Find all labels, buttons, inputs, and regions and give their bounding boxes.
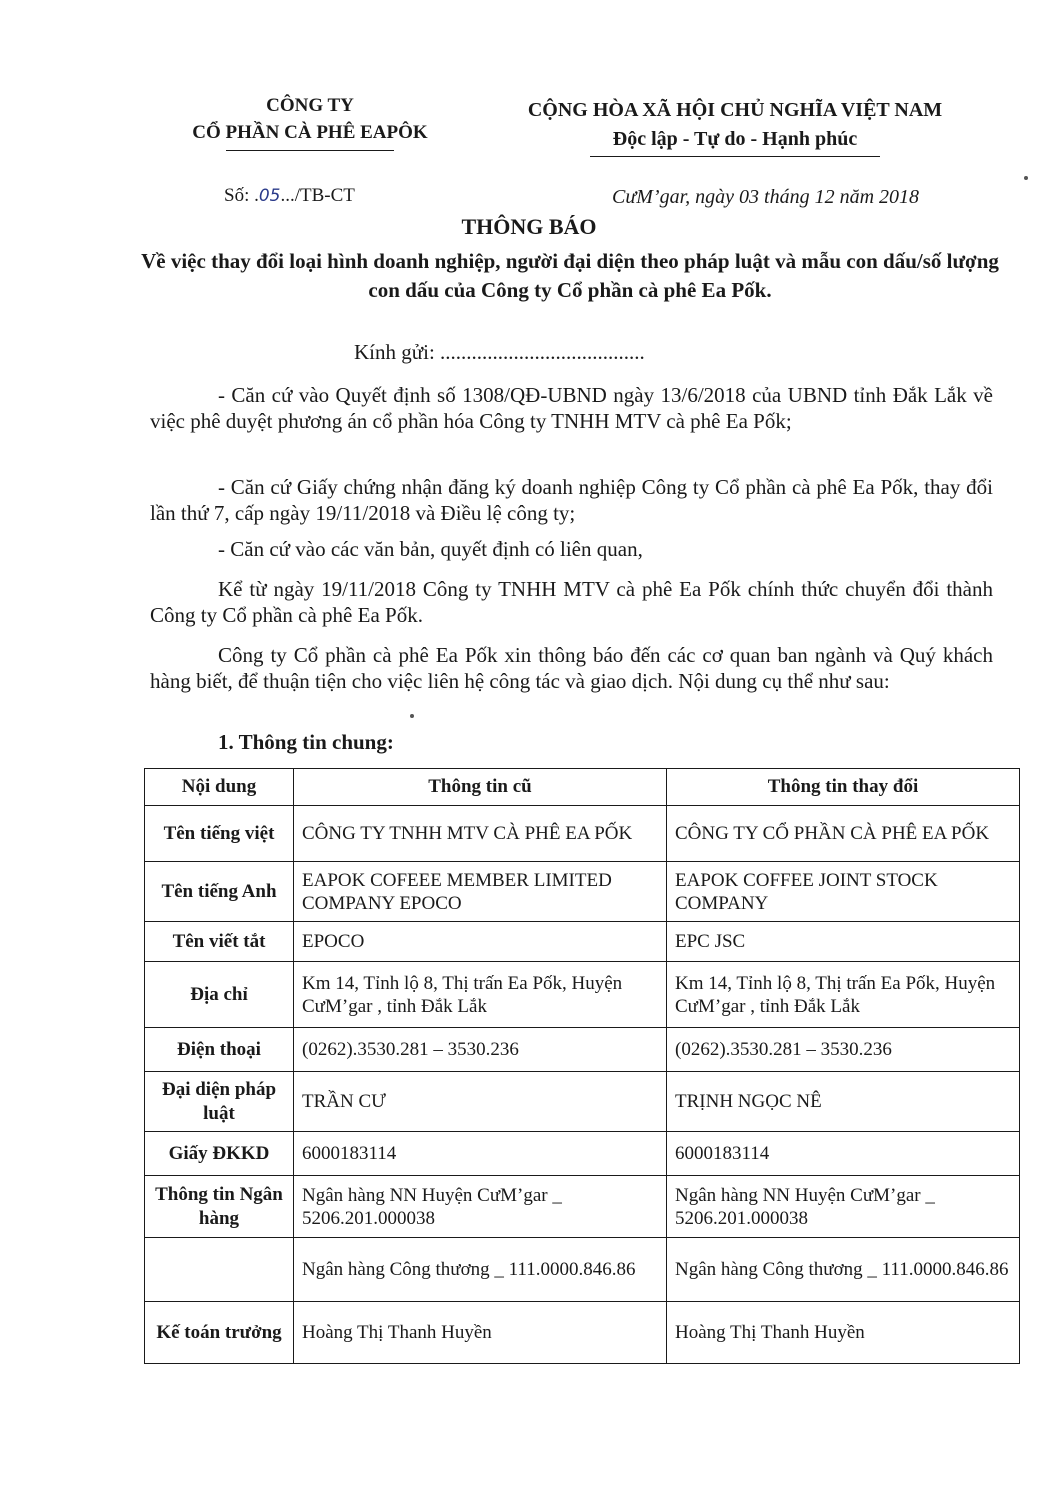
row-label: Tên tiếng Anh bbox=[145, 862, 294, 922]
doc-number-suffix: .../TB-CT bbox=[280, 185, 355, 206]
table-row bbox=[145, 1028, 1020, 1072]
row-label bbox=[145, 1238, 294, 1302]
row-label: Giấy ĐKKD bbox=[145, 1132, 294, 1176]
header-new-info: Thông tin thay đổi bbox=[667, 769, 1020, 806]
row-new-value: EAPOK COFFEE JOINT STOCK COMPANY bbox=[667, 862, 1020, 922]
doc-number-prefix: Số: . bbox=[224, 185, 259, 206]
company-info-table bbox=[144, 768, 1020, 1364]
table-row bbox=[145, 1238, 1020, 1302]
header-old-info: Thông tin cũ bbox=[294, 769, 667, 806]
document-title: THÔNG BÁO bbox=[461, 214, 597, 239]
scan-speck bbox=[1024, 176, 1028, 180]
table-row bbox=[145, 862, 1020, 922]
paragraph-notice bbox=[150, 642, 993, 694]
country-name: CỘNG HÒA XÃ HỘI CHỦ NGHĨA VIỆT NAM bbox=[527, 99, 943, 121]
row-old-value: CÔNG TY TNHH MTV CÀ PHÊ EA PỐK bbox=[294, 806, 667, 862]
row-old-value: 6000183114 bbox=[294, 1132, 667, 1176]
row-label: Kế toán trưởng bbox=[145, 1302, 294, 1364]
paragraph-text: Công ty Cổ phần cà phê Ea Pốk xin thông báo đến các cơ quan ban ngành và Quý khách hàng biết, để thuận tiện cho việc liên hệ công tác và giao dịch. Nội dung cụ thể như sau: bbox=[150, 643, 993, 693]
paragraph-conversion bbox=[150, 576, 993, 628]
national-header bbox=[500, 96, 970, 157]
row-old-value: EPOCO bbox=[294, 922, 667, 962]
table-row bbox=[145, 1072, 1020, 1132]
section-heading: 1. Thông tin chung: bbox=[218, 730, 394, 754]
table-row bbox=[145, 806, 1020, 862]
paragraph-basis-2 bbox=[150, 474, 993, 526]
table-row bbox=[145, 1132, 1020, 1176]
motto-underline bbox=[590, 156, 880, 157]
row-old-value: TRẦN CƯ bbox=[294, 1072, 667, 1132]
row-old-value: Ngân hàng Công thương _ 111.0000.846.86 bbox=[294, 1238, 667, 1302]
row-label: Đại diện pháp luật bbox=[145, 1072, 294, 1132]
org-underline bbox=[226, 150, 394, 151]
recipient-line: Kính gửi: ....................................... bbox=[354, 340, 645, 364]
row-label: Địa chỉ bbox=[145, 962, 294, 1028]
row-label: Tên viết tắt bbox=[145, 922, 294, 962]
table-row bbox=[145, 922, 1020, 962]
row-old-value: Km 14, Tỉnh lộ 8, Thị trấn Ea Pốk, Huyện CưM’gar , tỉnh Đắk Lắk bbox=[294, 962, 667, 1028]
table-header-row bbox=[145, 769, 1020, 806]
doc-number-handwritten: 05 bbox=[258, 186, 281, 206]
header-content: Nội dung bbox=[145, 769, 294, 806]
national-motto: Độc lập - Tự do - Hạnh phúc bbox=[612, 128, 858, 150]
row-old-value: EAPOK COFEEE MEMBER LIMITED COMPANY EPOCO bbox=[294, 862, 667, 922]
paragraph-basis-1 bbox=[150, 382, 993, 434]
organization-header bbox=[160, 92, 460, 151]
table-row bbox=[145, 1302, 1020, 1364]
row-label: Thông tin Ngân hàng bbox=[145, 1176, 294, 1238]
table-row bbox=[145, 962, 1020, 1028]
document-date: CưM’gar, ngày 03 tháng 12 năm 2018 bbox=[612, 186, 920, 208]
org-line-1: CÔNG TY bbox=[266, 95, 354, 116]
row-new-value: Km 14, Tỉnh lộ 8, Thị trấn Ea Pốk, Huyện CưM’gar , tỉnh Đắk Lắk bbox=[667, 962, 1020, 1028]
row-new-value: Ngân hàng NN Huyện CưM’gar _ 5206.201.000038 bbox=[667, 1176, 1020, 1238]
table-row bbox=[145, 1176, 1020, 1238]
row-new-value: Ngân hàng Công thương _ 111.0000.846.86 bbox=[667, 1238, 1020, 1302]
row-new-value: TRỊNH NGỌC NÊ bbox=[667, 1072, 1020, 1132]
scan-speck bbox=[410, 714, 414, 718]
paragraph-text: - Căn cứ vào các văn bản, quyết định có liên quan, bbox=[218, 537, 643, 561]
org-line-2: CỔ PHẦN CÀ PHÊ EAPÔK bbox=[192, 122, 428, 143]
row-label: Tên tiếng việt bbox=[145, 806, 294, 862]
row-new-value: (0262).3530.281 – 3530.236 bbox=[667, 1028, 1020, 1072]
paragraph-basis-3 bbox=[150, 536, 993, 562]
row-new-value: CÔNG TY CỔ PHẦN CÀ PHÊ EA PỐK bbox=[667, 806, 1020, 862]
document-number bbox=[224, 185, 355, 207]
document-subtitle: Về việc thay đổi loại hình doanh nghiệp, người đại diện theo pháp luật và mẫu con dấu/số lượng con dấu của Công ty Cổ phần cà phê Ea Pốk. bbox=[141, 249, 999, 302]
paragraph-text: - Căn cứ vào Quyết định số 1308/QĐ-UBND ngày 13/6/2018 của UBND tỉnh Đắk Lắk về việc phê duyệt phương án cổ phần hóa Công ty TNHH MTV cà phê Ea Pốk; bbox=[150, 383, 993, 433]
row-old-value: Hoàng Thị Thanh Huyền bbox=[294, 1302, 667, 1364]
row-new-value: Hoàng Thị Thanh Huyền bbox=[667, 1302, 1020, 1364]
paragraph-text: - Căn cứ Giấy chứng nhận đăng ký doanh nghiệp Công ty Cổ phần cà phê Ea Pốk, thay đổi lần thứ 7, cấp ngày 19/11/2018 và Điều lệ công ty; bbox=[150, 475, 993, 525]
row-label: Điện thoại bbox=[145, 1028, 294, 1072]
row-new-value: EPC JSC bbox=[667, 922, 1020, 962]
row-old-value: (0262).3530.281 – 3530.236 bbox=[294, 1028, 667, 1072]
row-new-value: 6000183114 bbox=[667, 1132, 1020, 1176]
paragraph-text: Kể từ ngày 19/11/2018 Công ty TNHH MTV cà phê Ea Pốk chính thức chuyển đổi thành Công ty Cổ phần cà phê Ea Pốk. bbox=[150, 577, 993, 627]
row-old-value: Ngân hàng NN Huyện CưM’gar _ 5206.201.000038 bbox=[294, 1176, 667, 1238]
